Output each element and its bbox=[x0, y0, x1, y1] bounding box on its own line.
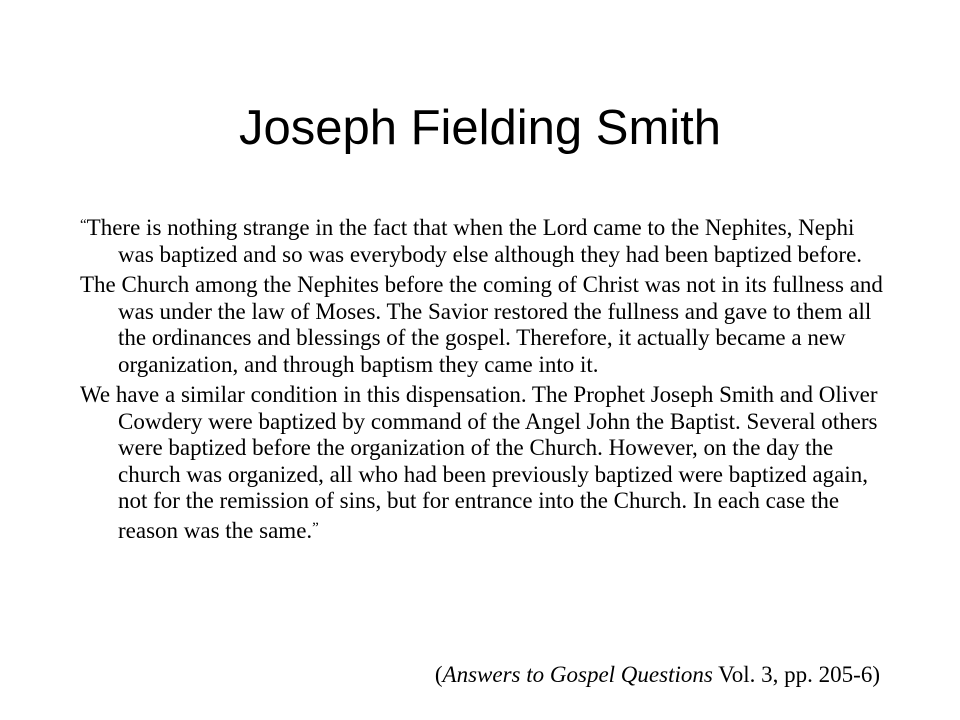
citation-detail: Vol. 3, pp. 205-6) bbox=[712, 662, 880, 687]
paragraph-2-text: The Church among the Nephites before the coming of Christ was not in its fullness and was under the law of Moses. The Savior restored the fullness and gave to them all the ordinances and blessings of the gospel. Therefore, it actually became a new organization, and through baptism they came into it. bbox=[80, 272, 883, 377]
citation-work-title: Answers to Gospel Questions bbox=[442, 662, 713, 687]
quote-paragraph-2 bbox=[80, 272, 886, 378]
citation bbox=[435, 662, 880, 688]
paragraph-1-text: There is nothing strange in the fact that when the Lord came to the Nephites, Nephi was baptized and so was everybody else although they had been baptized before. bbox=[86, 215, 863, 267]
close-quote-mark: ” bbox=[312, 519, 319, 536]
quote-body bbox=[80, 212, 886, 548]
citation-open-paren: ( bbox=[434, 662, 443, 687]
paragraph-3-text: We have a similar condition in this dispensation. The Prophet Joseph Smith and Oliver Cowdery were baptized by command of the Angel John the Baptist. Several others were baptized before the organization of the Church. However, on the day the church was organized, all who had been previously baptized were baptized again, not for the remission of sins, but for entrance into the Church. In each case the reason was the same. bbox=[80, 382, 878, 543]
quote-paragraph-1 bbox=[80, 212, 886, 268]
quote-paragraph-3 bbox=[80, 382, 886, 544]
slide-title: Joseph Fielding Smith bbox=[238, 101, 722, 155]
open-quote-mark: “ bbox=[80, 217, 87, 233]
